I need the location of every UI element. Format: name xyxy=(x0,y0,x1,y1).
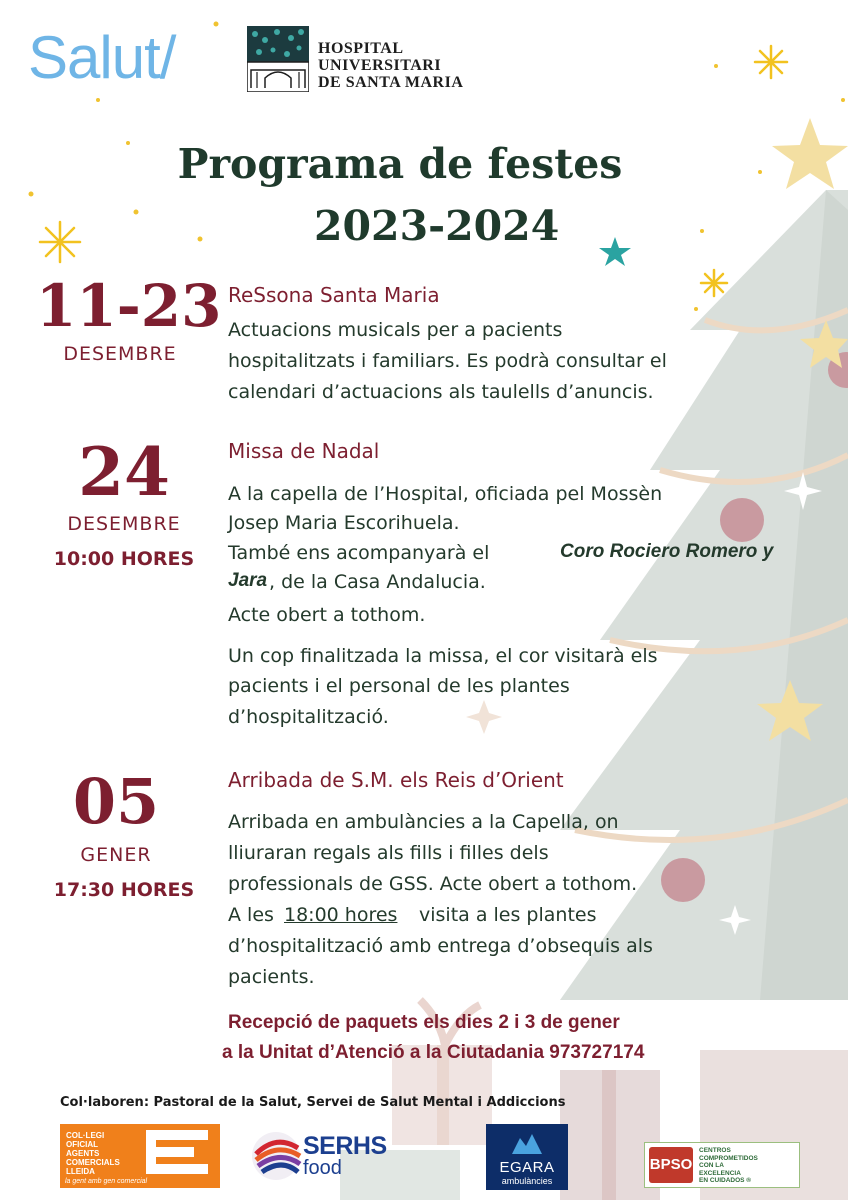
bpso-logo-text: BPSO xyxy=(649,1156,693,1173)
event-month: DESEMBRE xyxy=(67,513,181,535)
event-month: GENER xyxy=(80,844,152,866)
egara-logo-subtext: ambulàncies xyxy=(501,1176,553,1186)
page-title: Programa de festes xyxy=(177,140,623,188)
colegi-logo-line: COL·LEGI xyxy=(66,1131,105,1140)
colegi-logo-text xyxy=(66,1131,120,1176)
choir-name-end: Jara xyxy=(228,570,268,591)
event-month: DESEMBRE xyxy=(63,343,177,365)
bpso-logo-line: COMPROMETIDOS xyxy=(699,1154,758,1162)
salut-logo: Salut/ xyxy=(28,24,176,91)
event-hour: 17:30 HORES xyxy=(53,879,195,901)
bpso-logo-line: EXCELENCIA xyxy=(699,1169,741,1177)
event-text-line: professionals de GSS. Acte obert a tothom. xyxy=(228,873,638,895)
bpso-logo xyxy=(644,1142,800,1188)
event-text-line: A la capella de l’Hospital, oficiada pel Mossèn xyxy=(228,483,663,505)
event-text-line: pacients. xyxy=(228,966,315,988)
choir-name: Coro Rociero Romero y xyxy=(560,541,774,562)
event-time-highlight: 18:00 hores xyxy=(284,904,398,926)
colegi-mark-icon xyxy=(140,1130,212,1174)
bpso-logo-line: CENTROS xyxy=(699,1147,731,1154)
colegi-logo-line: AGENTS xyxy=(66,1149,100,1158)
hospital-name-line: UNIVERSITARI xyxy=(318,57,442,74)
event-text-line: hospitalitzats i familiars. Es podrà consultar el xyxy=(228,350,667,372)
colegi-agents-logo xyxy=(60,1124,220,1188)
event-title: Missa de Nadal xyxy=(228,439,380,463)
event-text-line: Actuacions musicals per a pacients xyxy=(228,319,563,341)
event-text-line: pacients i el personal de les plantes xyxy=(228,675,570,697)
colegi-logo-line: OFICIAL xyxy=(66,1140,98,1149)
event-hour: 10:00 HORES xyxy=(53,548,195,570)
egara-ambulancies-logo xyxy=(486,1124,568,1190)
event-text-line: També ens acompanyarà el xyxy=(228,542,490,564)
hospital-name-line: HOSPITAL xyxy=(318,40,404,57)
colegi-logo-line: COMERCIALS xyxy=(66,1158,120,1167)
event-text-line: Josep Maria Escorihuela. xyxy=(228,512,460,534)
bpso-mark xyxy=(649,1147,693,1183)
event-text-line: visita a les plantes xyxy=(419,904,597,926)
event-text-line: d’hospitalització amb entrega d’obsequis als xyxy=(228,935,653,957)
egara-logo-text: EGARA xyxy=(499,1159,555,1176)
event-text-line: A les xyxy=(228,904,274,926)
egara-mark-icon xyxy=(512,1132,542,1156)
colegi-slogan: la gent amb gen comercial xyxy=(65,1178,148,1185)
event-text-line: Un cop finalitzada la missa, el cor visitarà els xyxy=(228,645,658,667)
event-date: 11-23 xyxy=(36,272,222,340)
bpso-logo-line: EN CUIDADOS ® xyxy=(699,1177,752,1184)
bpso-logo-subtext xyxy=(699,1147,758,1185)
collaborators-text: Col·laboren: Pastoral de la Salut, Servei de Salut Mental i Addiccions xyxy=(60,1095,566,1110)
hospital-logo-icon xyxy=(247,26,309,92)
colegi-logo-line: LLEIDA xyxy=(66,1167,95,1176)
event-text-line: , de la Casa Andalucia. xyxy=(269,571,486,593)
event-title: ReSsona Santa Maria xyxy=(228,283,440,307)
page-title-years: 2023-2024 xyxy=(314,202,560,250)
event-date: 24 xyxy=(78,433,170,511)
event-text-line: Acte obert a tothom. xyxy=(228,604,426,626)
hospital-name-line: DE SANTA MARIA xyxy=(318,74,464,91)
event-date: 05 xyxy=(72,765,160,838)
event-title: Arribada de S.M. els Reis d’Orient xyxy=(228,768,564,792)
event-text-line: lliuraran regals als fills i filles dels xyxy=(228,842,549,864)
event-text-line: calendari d’actuacions als taulells d’anuncis. xyxy=(228,381,654,403)
reception-notice-line: Recepció de paquets els dies 2 i 3 de gener xyxy=(228,1012,620,1033)
hospital-name xyxy=(318,40,463,91)
serhs-food-logo-text: food xyxy=(303,1157,342,1179)
event-text-line: d’hospitalització. xyxy=(228,706,389,728)
bpso-logo-line: CON LA xyxy=(699,1162,724,1169)
serhs-logo-text: SERHS xyxy=(303,1132,387,1160)
event-text-line: Arribada en ambulàncies a la Capella, on xyxy=(228,811,619,833)
reception-notice-line: a la Unitat d’Atenció a la Ciutadania 973727174 xyxy=(222,1042,645,1063)
